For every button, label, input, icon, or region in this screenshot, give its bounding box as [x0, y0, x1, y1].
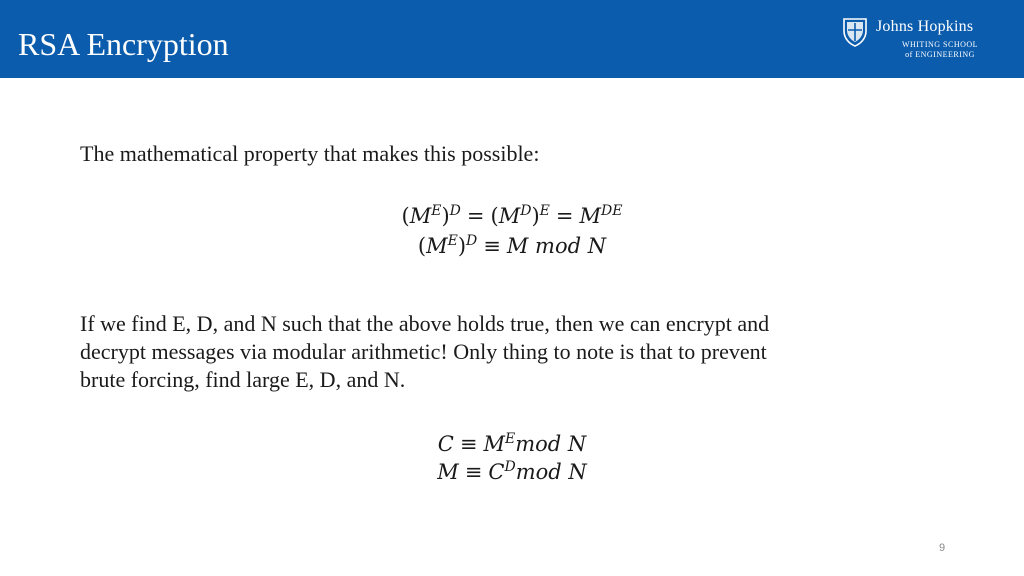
explanation-paragraph [80, 310, 960, 394]
eq1-base-3: M [579, 204, 602, 228]
eq4-tail: mod N [515, 460, 587, 484]
eq1-equals-1: = [466, 204, 485, 228]
eq1-close-paren-2: ) [531, 204, 540, 228]
intro-text: The mathematical property that makes this possible: [80, 141, 540, 166]
eq2-inner-exp: E [447, 233, 458, 249]
equation-modular-identity [0, 232, 1024, 260]
eq4-lhs: M [437, 460, 459, 484]
eq3-base: M [483, 432, 505, 456]
university-logo [842, 16, 1012, 62]
eq4-exp: D [504, 459, 516, 475]
eq1-inner-exp-1: E [431, 203, 442, 219]
eq1-base-2: M [498, 204, 521, 228]
eq2-congruent: ≡ [483, 234, 501, 258]
eq2-base: M [426, 234, 448, 258]
eq4-congruent: ≡ [464, 460, 483, 484]
eq3-tail: mod N [515, 432, 587, 456]
eq1-outer-exp-1: D [449, 203, 461, 219]
logo-name: Johns Hopkins [876, 18, 974, 35]
eq1-equals-2: = [555, 204, 574, 228]
paragraph-line: brute forcing, find large E, D, and N. [80, 367, 406, 392]
eq2-rhs: M mod N [506, 234, 607, 258]
slide-header [0, 0, 1024, 78]
eq2-close-paren: ) [457, 234, 467, 258]
slide-title: RSA Encryption [18, 26, 229, 62]
eq3-exp: E [504, 431, 516, 447]
eq1-open-paren: ( [401, 204, 410, 228]
eq1-exp-3: DE [601, 203, 623, 219]
eq1-base-1: M [409, 204, 432, 228]
eq3-lhs: C [437, 432, 454, 456]
eq1-inner-exp-2: D [520, 203, 532, 219]
paragraph-line: If we find E, D, and N such that the above holds true, then we can encrypt and [80, 311, 770, 336]
university-shield-icon [842, 17, 868, 47]
eq3-congruent: ≡ [459, 432, 478, 456]
equation-decrypt [0, 458, 1024, 486]
eq1-outer-exp-2: E [539, 203, 550, 219]
eq2-outer-exp: D [466, 233, 478, 249]
logo-subtitle-1: WHITING SCHOOL [901, 40, 979, 49]
eq2-open-paren: ( [417, 234, 427, 258]
eq1-close-paren: ) [441, 204, 450, 228]
eq1-open-paren-2: ( [490, 204, 499, 228]
logo-subtitle-2: of ENGINEERING [905, 50, 975, 59]
page-number: 9 [938, 542, 946, 554]
eq4-base: C [488, 460, 505, 484]
equation-encrypt [0, 430, 1024, 458]
paragraph-line: decrypt messages via modular arithmetic! Only thing to note is that to prevent [80, 339, 767, 364]
equation-commutative-exponent [0, 202, 1024, 230]
